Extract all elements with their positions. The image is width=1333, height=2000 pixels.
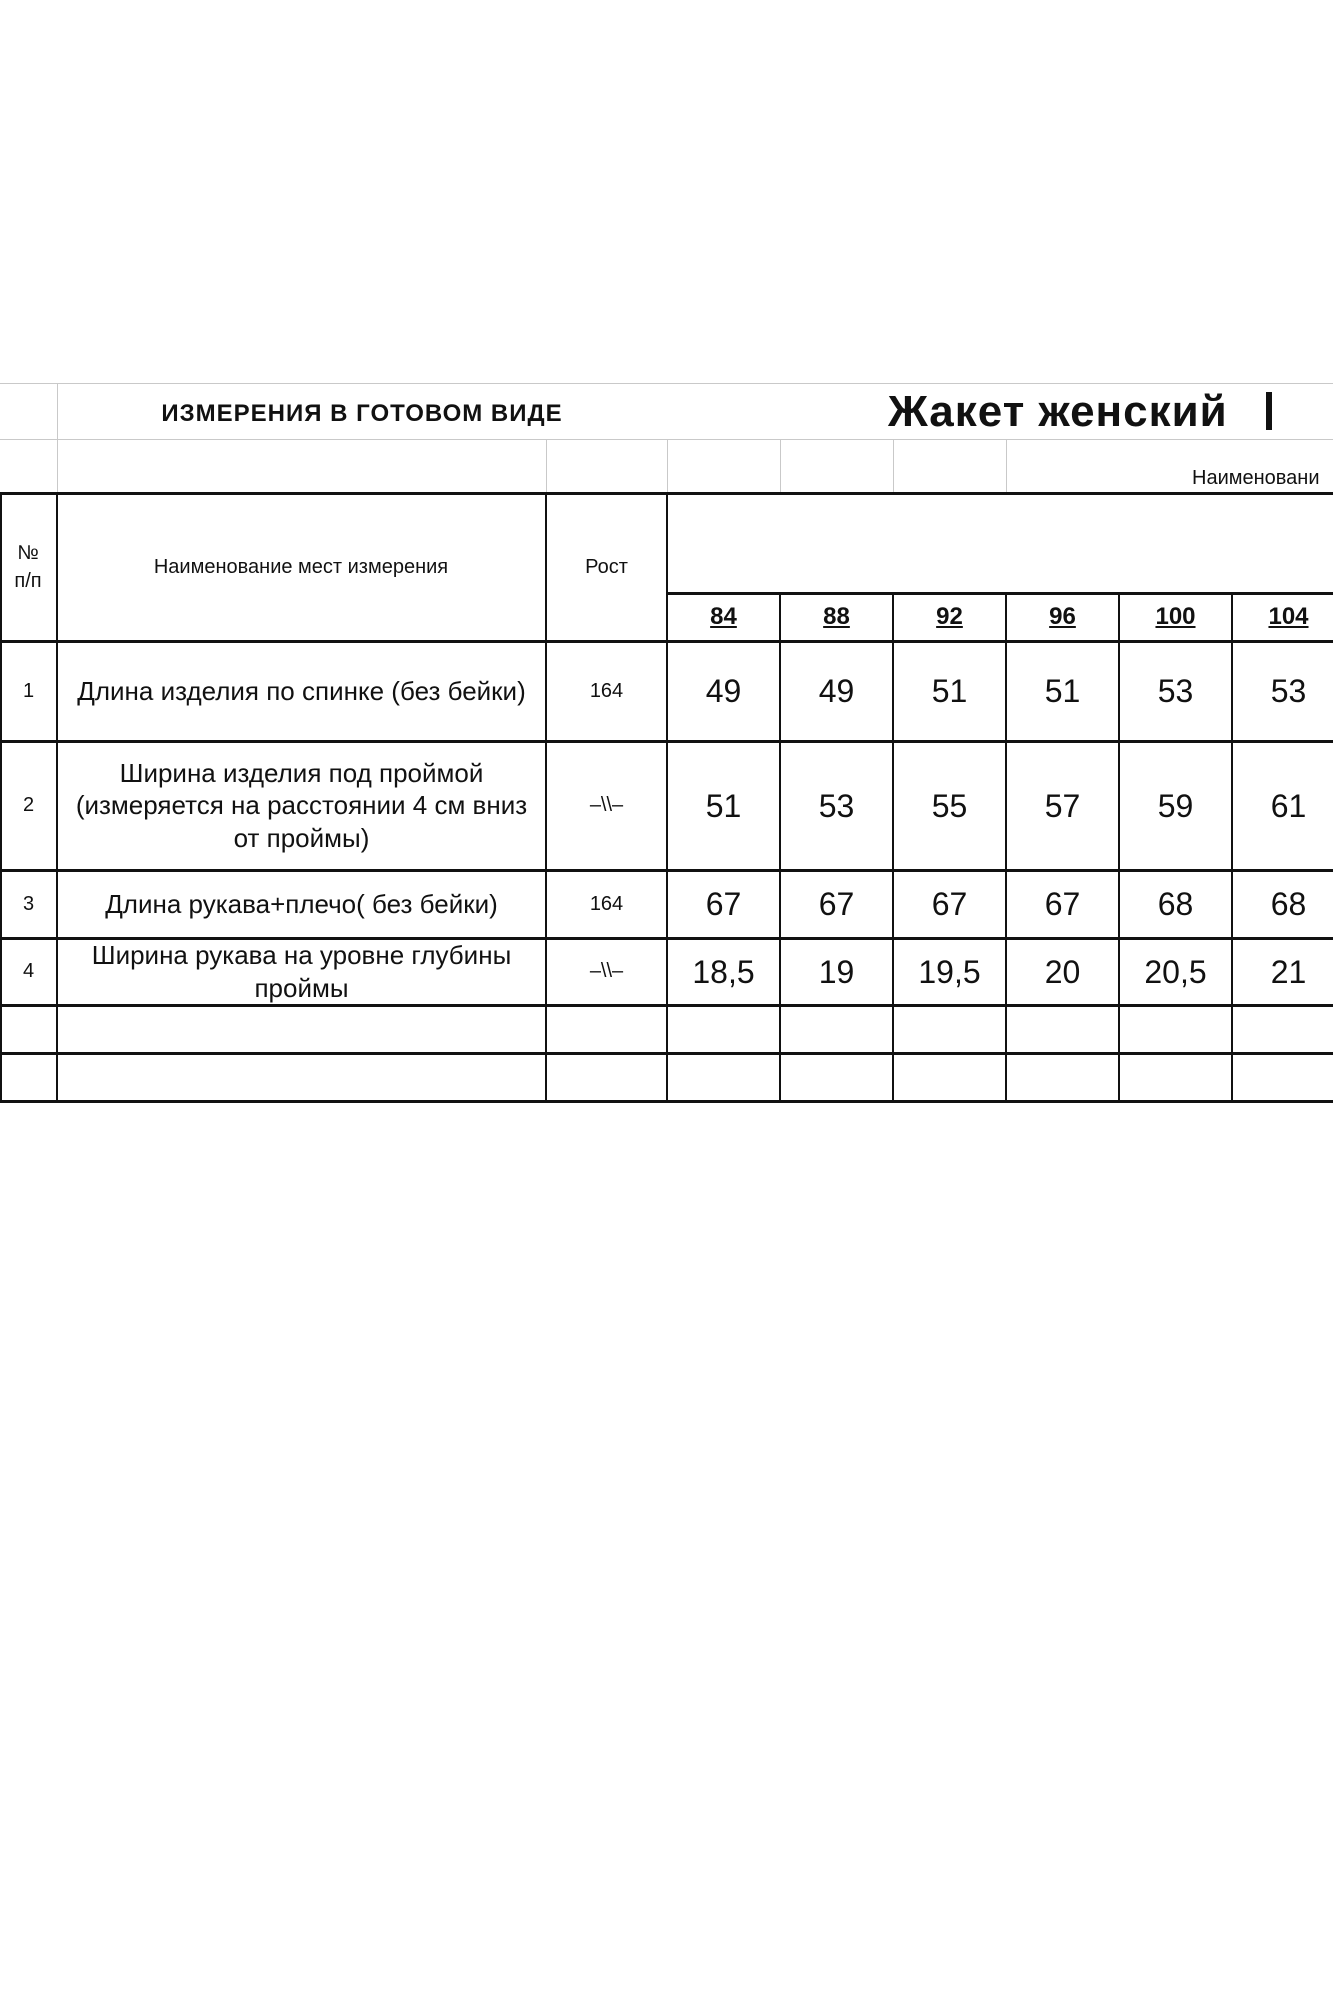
grid-line xyxy=(57,439,58,493)
size-header: 88 xyxy=(823,603,850,630)
size-value: 53 xyxy=(1157,673,1194,709)
size-value: 20 xyxy=(1044,953,1081,990)
size-header: 104 xyxy=(1268,603,1309,630)
size-value: 67 xyxy=(818,886,855,922)
size-header: 84 xyxy=(710,603,737,630)
size-value: 57 xyxy=(1044,787,1081,824)
height-value: –\\– xyxy=(589,794,624,816)
col-header-num-text: № п/п xyxy=(14,542,42,592)
measurement-name: Длина рукава+плечо( без бейки) xyxy=(105,888,498,919)
section-title: ИЗМЕРЕНИЯ В ГОТОВОМ ВИДЕ xyxy=(161,400,563,427)
size-value: 19 xyxy=(818,953,855,990)
title-cut-letter xyxy=(1266,392,1280,430)
size-value: 67 xyxy=(931,886,968,922)
col-header-num xyxy=(0,493,56,641)
measurement-name: Длина изделия по спинке (без бейки) xyxy=(77,675,526,706)
size-header: 96 xyxy=(1049,603,1076,630)
size-value: 61 xyxy=(1270,787,1307,824)
row-number: 2 xyxy=(22,794,35,816)
size-value: 59 xyxy=(1157,787,1194,824)
height-value: 164 xyxy=(589,679,624,702)
size-value: 67 xyxy=(1044,886,1081,922)
size-value: 49 xyxy=(818,673,855,709)
size-value: 51 xyxy=(705,787,742,824)
height-value: –\\– xyxy=(589,960,624,982)
height-value: 164 xyxy=(589,892,624,915)
col-header-rost: Рост xyxy=(585,555,628,578)
product-title xyxy=(888,383,1328,439)
size-value: 51 xyxy=(931,673,968,709)
size-value: 68 xyxy=(1157,886,1194,922)
size-value: 49 xyxy=(705,673,742,709)
size-value: 67 xyxy=(705,886,742,922)
grid-line xyxy=(780,439,781,493)
grid-line xyxy=(893,439,894,493)
size-header: 100 xyxy=(1155,603,1196,630)
row-number: 1 xyxy=(22,679,35,702)
row-number: 4 xyxy=(22,960,35,982)
size-value: 20,5 xyxy=(1144,953,1207,990)
grid-line xyxy=(546,439,547,493)
product-title-text: Жакет женский xyxy=(888,386,1228,436)
grid-line xyxy=(1006,439,1007,493)
measurement-name: Ширина рукава на уровне глубины проймы xyxy=(91,940,512,1003)
row-number: 3 xyxy=(22,892,35,915)
size-value: 19,5 xyxy=(918,953,981,990)
grid-line xyxy=(667,439,668,493)
size-value: 53 xyxy=(1270,673,1307,709)
size-value: 51 xyxy=(1044,673,1081,709)
size-value: 68 xyxy=(1270,886,1307,922)
size-value: 21 xyxy=(1270,953,1307,990)
size-header: 92 xyxy=(936,603,963,630)
size-value: 18,5 xyxy=(692,953,755,990)
measurement-name: Ширина изделия под проймой (измеряется на расстоянии 4 см вниз от проймы) xyxy=(75,757,528,853)
size-value: 55 xyxy=(931,787,968,824)
size-value: 53 xyxy=(818,787,855,824)
measurement-sheet xyxy=(0,383,1333,1103)
col-header-name: Наименование мест измерения xyxy=(153,555,449,578)
sub-header-label: Наименовани xyxy=(1192,466,1320,489)
